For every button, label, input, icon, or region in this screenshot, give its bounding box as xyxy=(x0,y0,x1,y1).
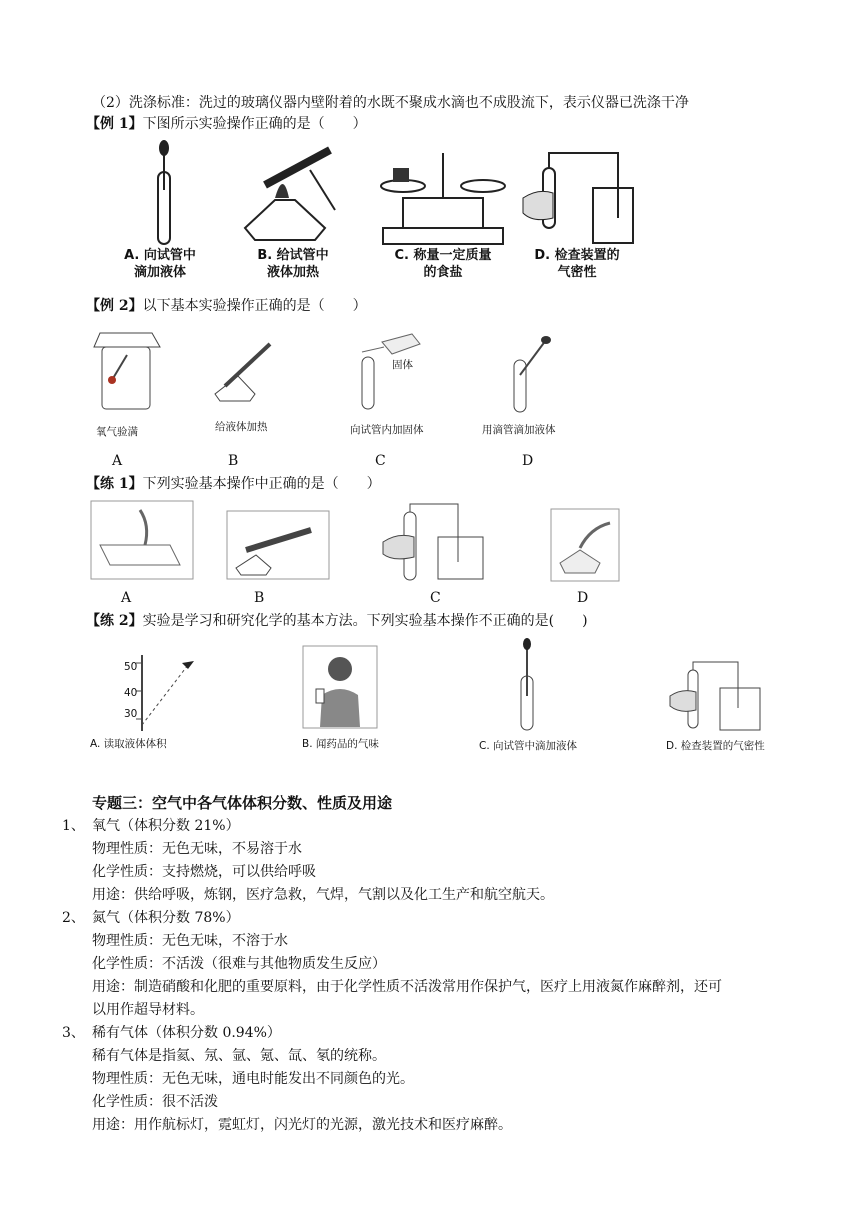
ex2-caption-d: 用滴管滴加液体 xyxy=(482,424,556,436)
topic3-item1-head: 氧气（体积分数 21%） xyxy=(92,818,240,834)
ex2-caption-c: 向试管内加固体 xyxy=(350,424,424,436)
pr2-scale-30: 30 xyxy=(124,708,138,720)
pr1-question xyxy=(86,474,381,494)
ex2-figure-a-oxygen-test xyxy=(92,325,162,415)
pr1-letter-d: D xyxy=(577,590,589,606)
pr1-figure-d xyxy=(550,508,620,582)
ex1-figure-c-balance xyxy=(378,148,508,248)
ex2-question xyxy=(86,296,367,316)
topic3-item3-line: 物理性质：无色无味，通电时能发出不同颜色的光。 xyxy=(92,1071,414,1087)
ex1-figure-d-airtight xyxy=(518,148,638,248)
ex1-question-text: 下图所示实验操作正确的是（ ） xyxy=(142,116,367,132)
pr1-figure-b xyxy=(226,510,330,580)
ex2-caption-b: 给液体加热 xyxy=(215,421,268,433)
ex2-solid-label: 固体 xyxy=(392,359,413,371)
pr2-caption-d: D. 检查装置的气密性 xyxy=(666,740,765,752)
ex1-question xyxy=(86,114,367,134)
pr2-question-text: 实验是学习和研究化学的基本方法。下列实验基本操作不正确的是( ) xyxy=(142,613,588,629)
topic3-item2-line: 化学性质：不活泼（很难与其他物质发生反应） xyxy=(92,956,386,972)
ex2-question-text: 以下基本实验操作正确的是（ ） xyxy=(142,298,367,314)
ex2-tag: 【例 2】 xyxy=(86,298,143,314)
ex1-figure-a-dropper xyxy=(140,140,190,250)
ex1-figure-b-heating xyxy=(235,140,345,250)
ex2-letter-a: A xyxy=(112,453,123,469)
ex1-tag: 【例 1】 xyxy=(86,116,143,132)
pr2-scale-50: 50 xyxy=(124,661,138,673)
topic3-item3-line: 化学性质：很不活泼 xyxy=(92,1094,218,1110)
ex1-option-a: A. 向试管中 滴加液体 xyxy=(124,248,196,280)
topic3-item1-num: 1、 xyxy=(62,818,85,834)
topic3-item2-line: 物理性质：无色无味，不溶于水 xyxy=(92,933,288,949)
pr2-figure-c-dropper xyxy=(515,638,555,733)
wash-standard-text: （2）洗涤标准：洗过的玻璃仪器内壁附着的水既不聚成水滴也不成股流下，表示仪器已洗涤干净 xyxy=(92,95,689,111)
pr2-figure-d-airtight xyxy=(668,658,768,733)
pr2-question xyxy=(86,611,588,631)
pr1-tag: 【练 1】 xyxy=(86,476,143,492)
topic3-item3-line: 用途：用作航标灯，霓虹灯，闪光灯的光源，激光技术和医疗麻醉。 xyxy=(92,1117,512,1133)
ex2-letter-d: D xyxy=(522,453,534,469)
pr2-caption-a: A. 读取液体体积 xyxy=(90,738,167,750)
pr2-caption-b: B. 闻药品的气味 xyxy=(302,738,379,750)
ex2-caption-a: 氧气验满 xyxy=(96,426,138,438)
topic3-item1-line: 物理性质：无色无味，不易溶于水 xyxy=(92,841,302,857)
ex1-option-c: C. 称量一定质量 的食盐 xyxy=(394,248,492,280)
ex2-letter-c: C xyxy=(375,453,386,469)
topic3-item2-line: 以用作超导材料。 xyxy=(92,1002,204,1018)
topic3-item2-num: 2、 xyxy=(62,910,85,926)
pr1-letter-a: A xyxy=(121,590,132,606)
topic3-item3-head: 稀有气体（体积分数 0.94%） xyxy=(92,1025,281,1041)
pr2-figure-b-smell xyxy=(302,645,378,729)
pr2-scale-40: 40 xyxy=(124,687,138,699)
topic3-item3-num: 3、 xyxy=(62,1025,85,1041)
ex1-option-b: B. 给试管中 液体加热 xyxy=(257,248,329,280)
topic3-item1-line: 化学性质：支持燃烧，可以供给呼吸 xyxy=(92,864,316,880)
pr2-caption-c: C. 向试管中滴加液体 xyxy=(479,740,578,752)
topic3-item2-line: 用途：制造硝酸和化肥的重要原料，由于化学性质不活泼常用作保护气，医疗上用液氮作麻醉剂，还可 xyxy=(92,979,722,995)
ex2-letter-b: B xyxy=(228,453,239,469)
pr1-figure-a xyxy=(90,500,194,580)
ex1-option-d: D. 检查装置的 气密性 xyxy=(534,248,620,280)
topic3-item3-line: 稀有气体是指氦、氖、氩、氪、氙、氡的统称。 xyxy=(92,1048,386,1064)
topic3-item2-head: 氮气（体积分数 78%） xyxy=(92,910,240,926)
pr1-letter-b: B xyxy=(254,590,265,606)
pr2-tag: 【练 2】 xyxy=(86,613,143,629)
topic3-title: 专题三：空气中各气体体积分数、性质及用途 xyxy=(92,794,393,812)
pr1-figure-c xyxy=(378,502,488,582)
pr1-question-text: 下列实验基本操作中正确的是（ ） xyxy=(142,476,381,492)
ex2-figure-b-heating xyxy=(210,336,280,406)
ex2-figure-d-dropper xyxy=(506,335,556,415)
topic3-item1-line: 用途：供给呼吸，炼钢，医疗急救，气焊，气割以及化工生产和航空航天。 xyxy=(92,887,554,903)
pr1-letter-c: C xyxy=(430,590,441,606)
